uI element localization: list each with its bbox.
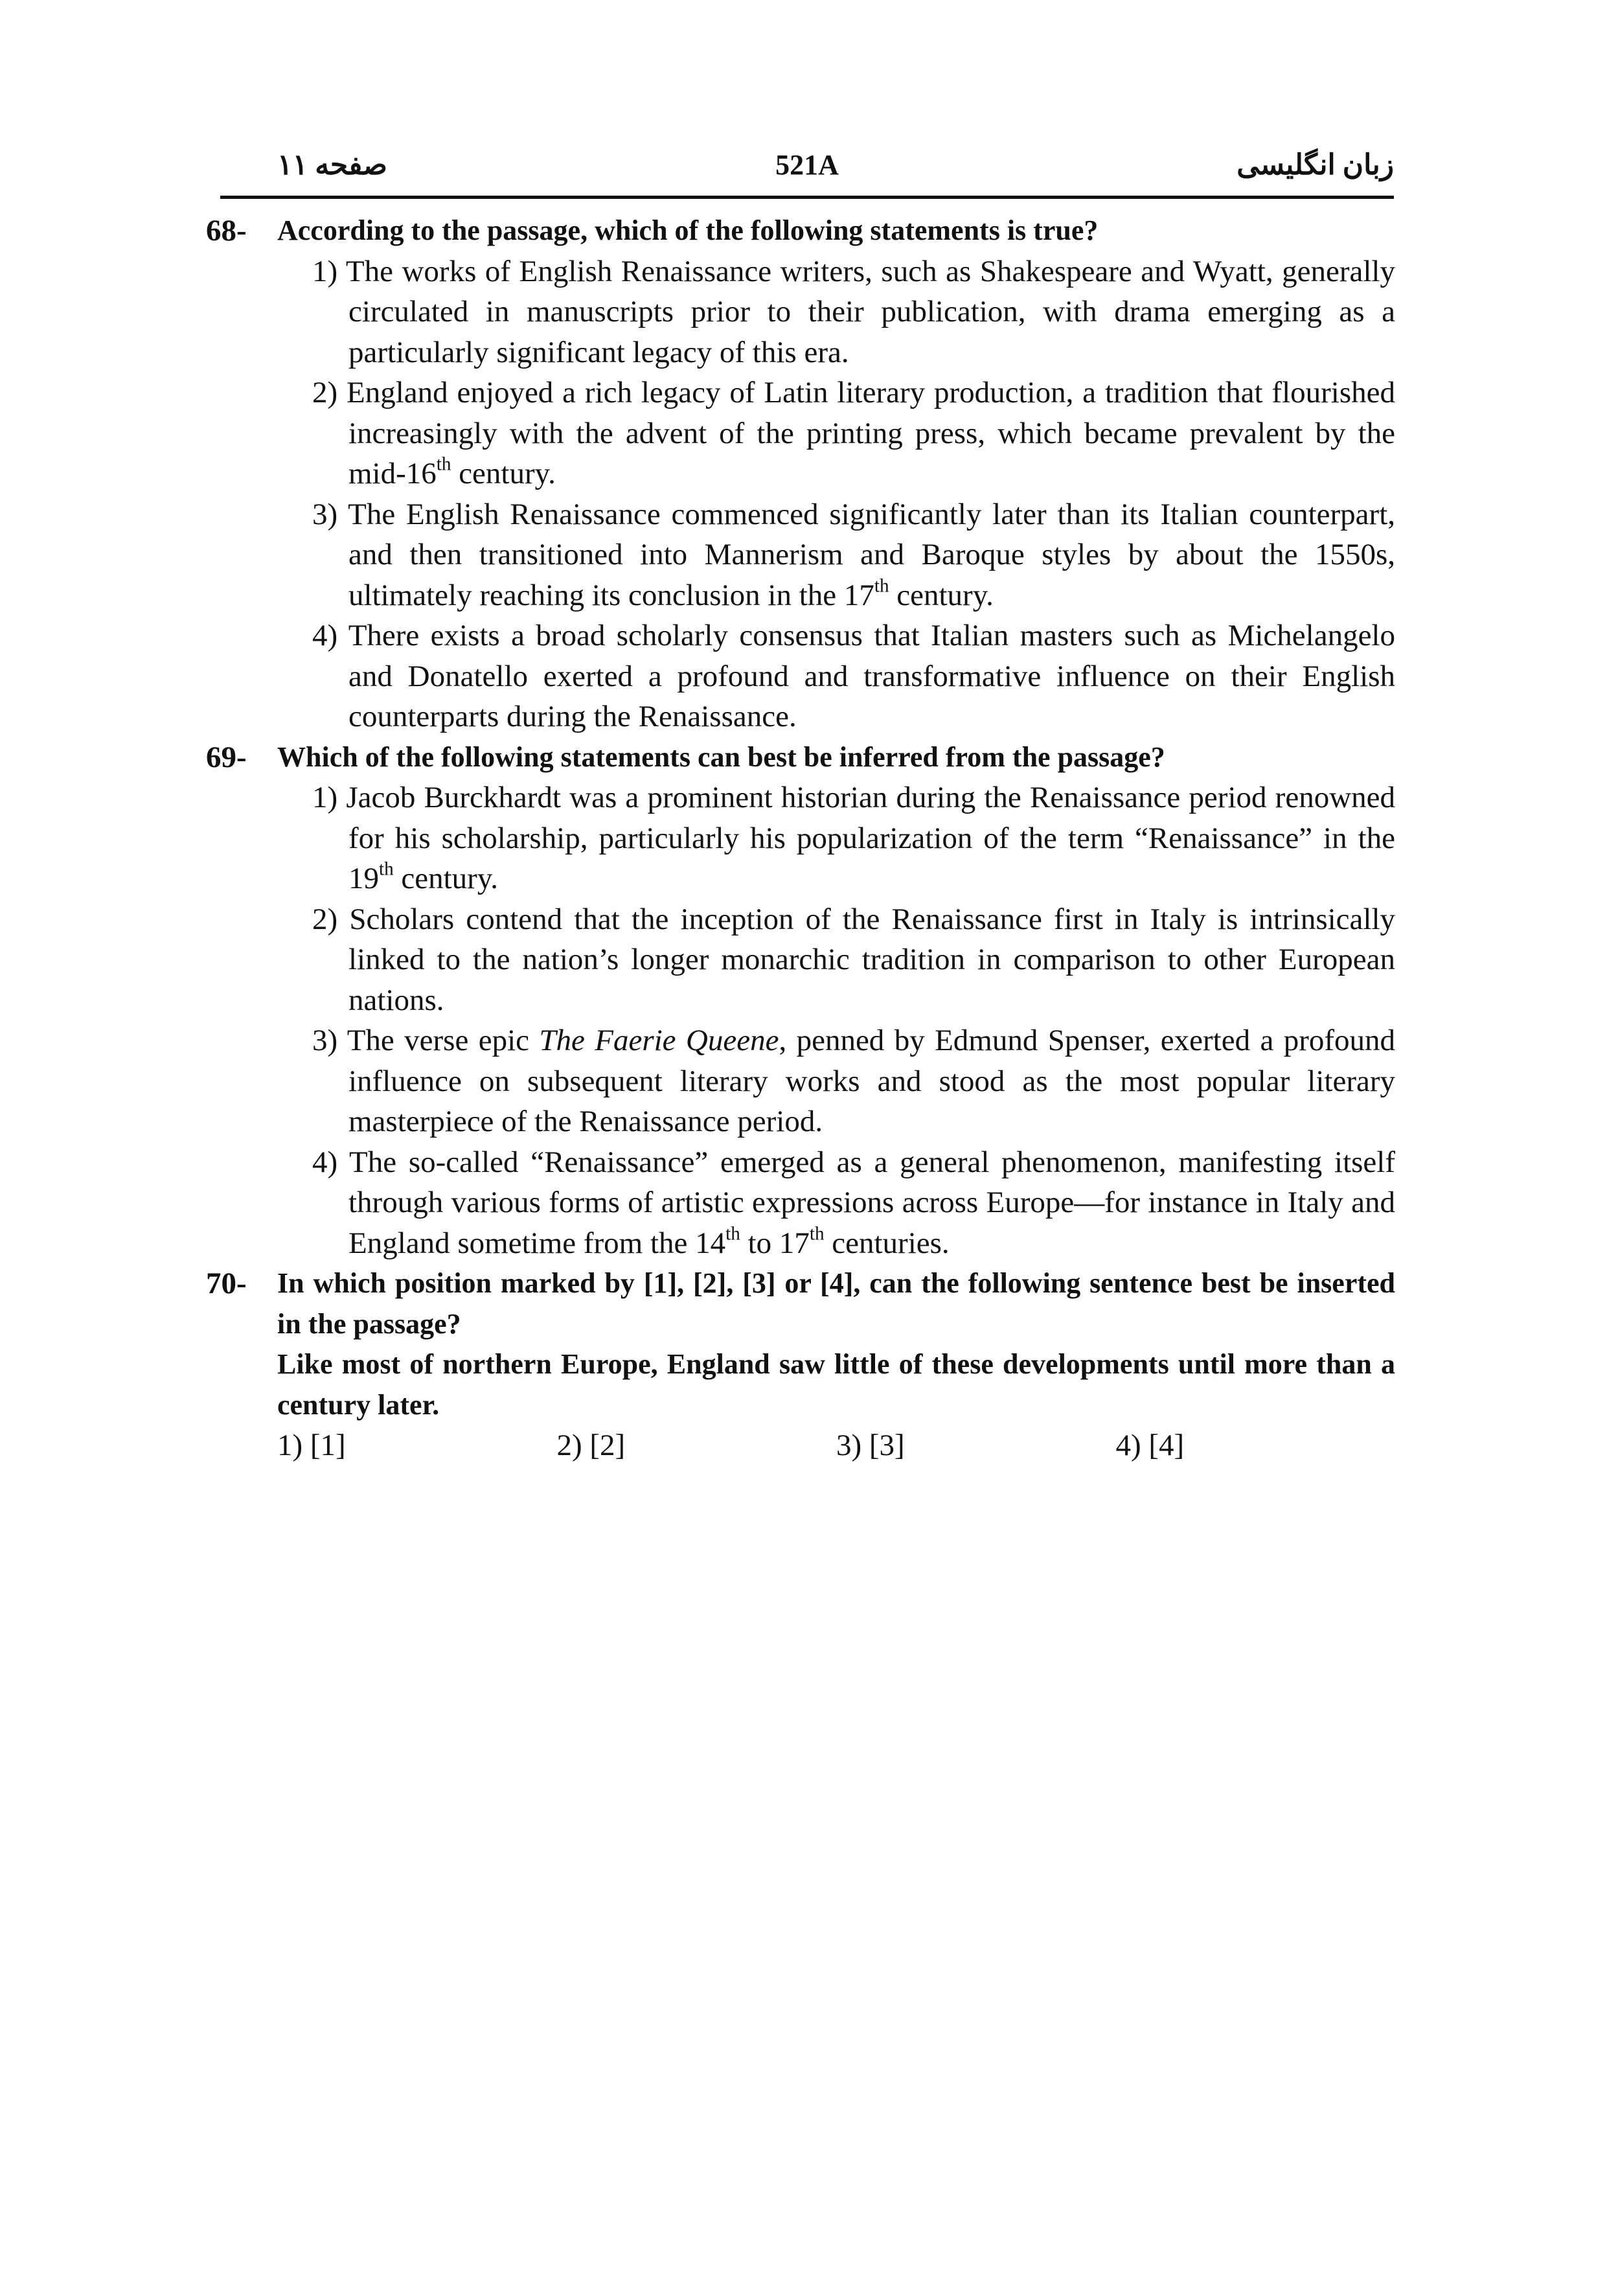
option-text: Scholars contend that the inception of the Renaissance first in Italy is intrinsically linked to the nation’s longer monarchic tradition in comparison to other European nations. (348, 902, 1396, 1017)
option-label: 3) (312, 497, 338, 531)
option-2[interactable] (277, 899, 1395, 1021)
option-text-end: , penned by Edmund Spenser, exerted a profound influence on subsequent literary works and stood as the most popular literary masterpiece of the Renaissance period. (348, 1024, 1396, 1138)
option-label: 1) (312, 254, 338, 288)
question-list (206, 211, 1395, 1466)
question-68 (206, 211, 1395, 737)
subject-title: زبان انگلیسی (1237, 149, 1394, 181)
insert-sentence: Like most of northern Europe, England saw little of these developments until more than a century later. (277, 1348, 1395, 1421)
option-label: 1) (312, 781, 338, 814)
option-label: 4) (312, 1145, 338, 1179)
option-text: The works of English Renaissance writers, such as Shakespeare and Wyatt, generally circulated in manuscripts prior to their publication, with drama emerging as a particularly significant legacy of this era. (345, 254, 1395, 369)
option-3[interactable] (277, 1020, 1395, 1142)
option-text: The verse epic (347, 1024, 540, 1057)
option-text: Jacob Burckhardt was a prominent historian during the Renaissance period renowned for his scholarship, particularly his popularization of the term “Renaissance” in the 19 (346, 781, 1396, 895)
ordinal-suffix: th (436, 453, 451, 475)
option-3[interactable]: 3) [3] (836, 1429, 905, 1462)
question-prompt: According to the passage, which of the following statements is true? (277, 214, 1099, 246)
option-label: 2) (312, 376, 338, 409)
option-label: 2) (312, 902, 338, 936)
option-label: 3) (312, 1024, 338, 1057)
option-text-end: century. (393, 862, 499, 895)
question-number: 69- (206, 740, 247, 774)
ordinal-suffix: th (874, 575, 889, 597)
option-label: 4) (312, 619, 338, 652)
option-3[interactable] (277, 494, 1395, 616)
book-title: The Faerie Queene (539, 1024, 779, 1057)
option-4[interactable] (277, 615, 1395, 737)
option-4[interactable] (277, 1142, 1395, 1264)
option-text: England enjoyed a rich legacy of Latin literary production, a tradition that flourished increasingly with the advent of the printing press, which became prevalent by the mid-16 (347, 376, 1395, 490)
option-text-end: centuries. (824, 1226, 950, 1260)
option-1[interactable]: 1) [1] (277, 1429, 346, 1462)
ordinal-suffix: th (379, 858, 394, 880)
ordinal-suffix: th (809, 1223, 825, 1245)
option-1[interactable] (277, 251, 1395, 373)
booklet-code: 521A (775, 149, 839, 181)
option-text-mid: to 17 (740, 1226, 810, 1260)
page-number: صفحه ۱۱ (277, 149, 387, 181)
question-number: 70- (206, 1267, 247, 1300)
option-4[interactable]: 4) [4] (1115, 1429, 1185, 1462)
question-69 (206, 737, 1395, 1264)
option-text: There exists a broad scholarly consensus that Italian masters such as Michelangelo and Donatello exerted a profound and transformative influence on their English counterparts during the Renaissance. (348, 619, 1395, 733)
page-header (220, 146, 1394, 198)
option-2[interactable]: 2) [2] (556, 1429, 626, 1462)
option-1[interactable] (277, 777, 1395, 899)
option-text-end: century. (451, 457, 556, 490)
ordinal-suffix: th (725, 1223, 740, 1245)
option-2[interactable] (277, 373, 1395, 494)
question-number: 68- (206, 214, 247, 247)
option-text: The English Renaissance commenced significantly later than its Italian counterpart, and then transitioned into Mannerism and Baroque styles by about the 1550s, ultimately reaching its conclusion in the 17 (348, 497, 1396, 612)
header-divider (220, 196, 1394, 199)
question-70 (206, 1263, 1395, 1466)
options-row (277, 1425, 1395, 1466)
option-text: The so-called “Renaissance” emerged as a general phenomenon, manifesting itself through various forms of artistic expressions across Europe—for instance in Italy and England sometime from the 14 (348, 1145, 1396, 1260)
question-prompt: Which of the following statements can best be inferred from the passage? (277, 740, 1165, 773)
question-prompt: In which position marked by [1], [2], [3] or [4], can the following sentence best be inserted in the passage? (277, 1267, 1395, 1340)
option-text-end: century. (889, 578, 994, 612)
